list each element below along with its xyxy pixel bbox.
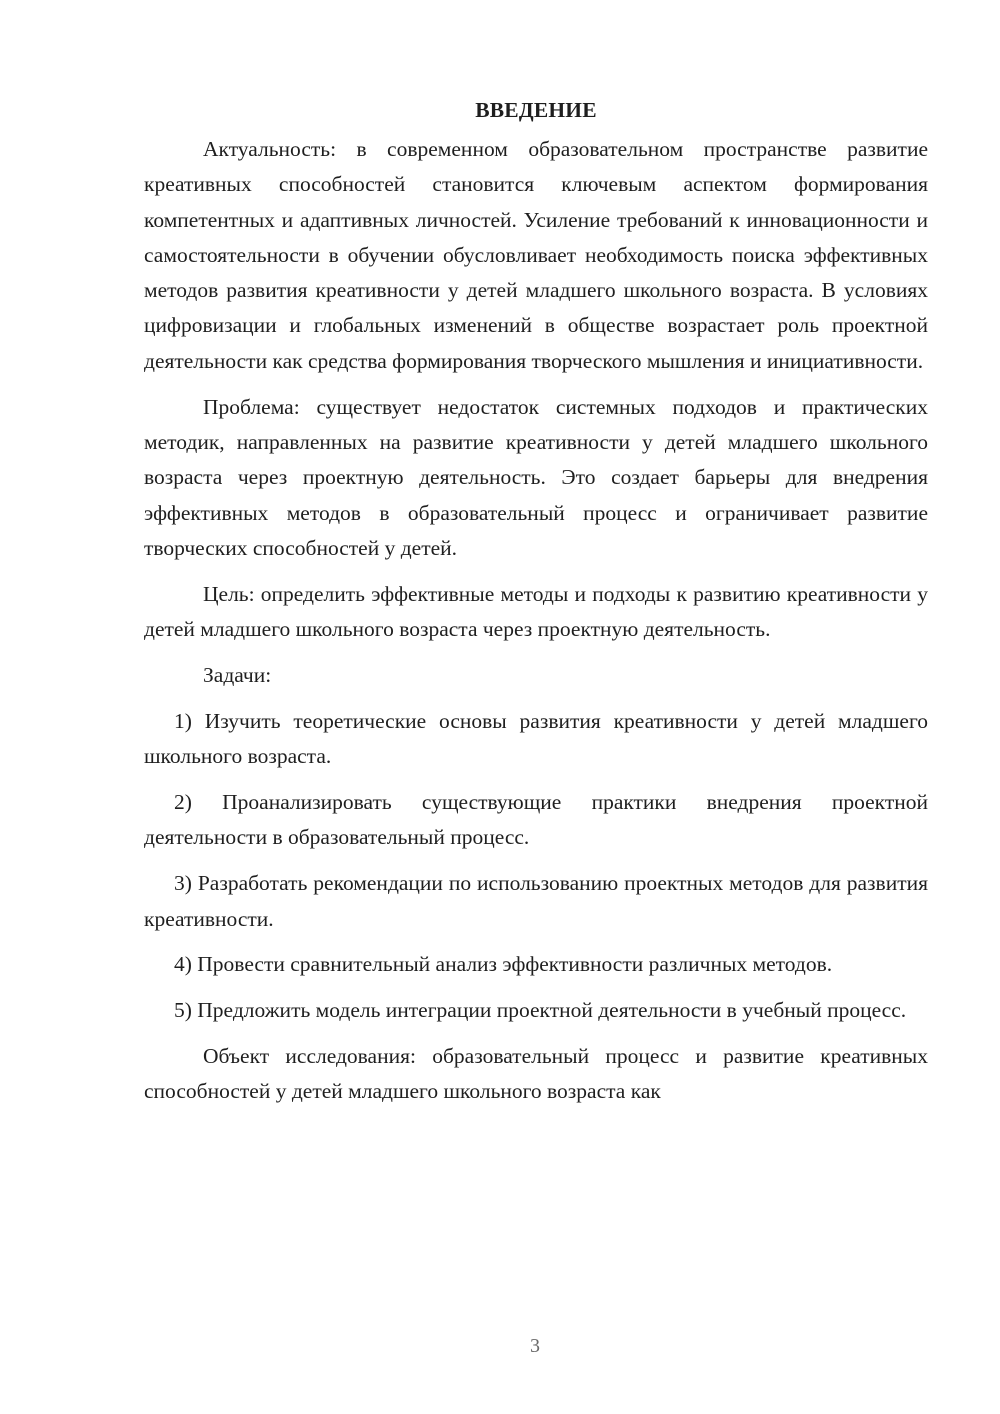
relevance-paragraph: Актуальность: в современном образовательном пространстве развитие креативных способностей становится ключевым аспектом формирования компетентных и адаптивных личностей. Усиление требований к инновационности и самостоятельности в обучении обусловливает необходимость поиска эффективных методов развития креативности у детей младшего школьного возраста. В условиях цифровизации и глобальных изменений в обществе возрастает роль проектной деятельности как средства формирования творческого мышления и инициативности.: [144, 137, 928, 373]
section-title: ВВЕДЕНИЕ: [475, 98, 597, 122]
problem-paragraph: Проблема: существует недостаток системных подходов и практических методик, направленных на развитие креативности у детей младшего школьного возраста через проектную деятельность. Это создает барьеры для внедрения эффективных методов в образовательный процесс и ограничивает развитие творческих способностей у детей.: [144, 394, 928, 560]
goal-paragraph: Цель: определить эффективные методы и подходы к развитию креативности у детей младшего школьного возраста через проектную деятельность.: [144, 581, 928, 642]
task-item-2: 2) Проанализировать существующие практики внедрения проектной деятельности в образовательный процесс.: [144, 790, 928, 850]
object-paragraph: Объект исследования: образовательный процесс и развитие креативных способностей у детей младшего школьного возраста как: [144, 1044, 928, 1104]
page-number: 3: [530, 1335, 540, 1357]
task-item-3: 3) Разработать рекомендации по использованию проектных методов для развития креативности.: [144, 871, 928, 931]
page-content: [144, 93, 928, 1120]
tasks-heading: Задачи:: [203, 662, 272, 687]
task-item-1: 1) Изучить теоретические основы развития креативности у детей младшего школьного возраста.: [144, 708, 928, 769]
task-item-4: 4) Провести сравнительный анализ эффективности различных методов.: [174, 952, 833, 977]
task-item-5: 5) Предложить модель интеграции проектной деятельности в учебный процесс.: [174, 998, 907, 1023]
